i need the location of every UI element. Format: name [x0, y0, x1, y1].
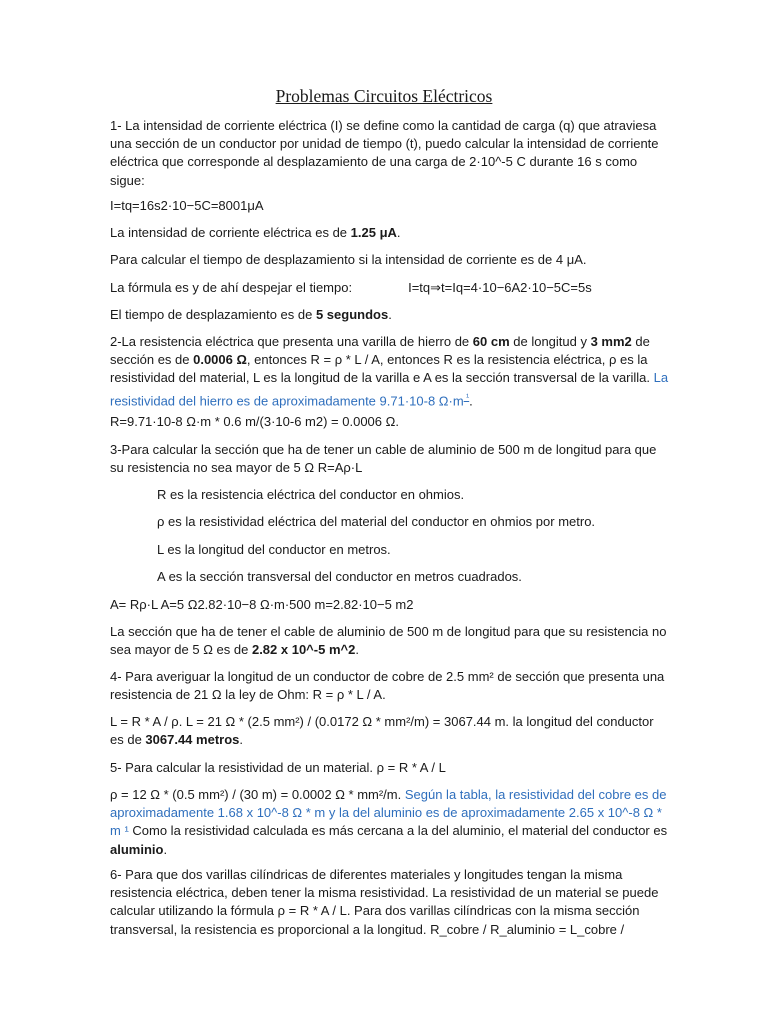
bold-value: 3067.44 metros [145, 732, 240, 748]
paragraph-result-resistivity [110, 786, 670, 859]
formula-time: I=tq⇒t=Iq=4·10−6A2·10−5C=5s [408, 280, 592, 295]
bold-value: 3 mm2 [590, 334, 632, 349]
text: La sección que ha de tener el cable de aluminio de 500 m de longitud para que su resistencia no sea mayor de 5 Ω es de [110, 624, 667, 658]
paragraph-result-intensity [110, 224, 670, 242]
text: La intensidad de corriente eléctrica es de [110, 225, 351, 240]
text: L = R * A / ρ. L = 21 Ω * (2.5 mm²) / (0.0172 Ω * mm²/m) = 3067.44 m. la longitud del conductor es de [110, 714, 654, 748]
paragraph-result-section [110, 623, 670, 659]
text: El tiempo de desplazamiento es de [110, 307, 316, 322]
formula-section: A= Rρ·L A=5 Ω2.82·10−8 Ω·m·500 m=2.82·10−5 m2 [110, 597, 414, 612]
bold-value: 60 cm [472, 334, 510, 349]
definition-l: L es la longitud del conductor en metros. [157, 542, 391, 557]
text: . [355, 642, 359, 658]
text: . [396, 225, 401, 240]
text: . [239, 732, 243, 748]
page-title: Problemas Circuitos Eléctricos [275, 86, 493, 106]
footnote-link[interactable]: ¹ [463, 391, 470, 402]
blue-citation: La resistividad del hierro es de aproximadamente 9.71·10-8 Ω·m [110, 370, 669, 408]
bold-value: aluminio [110, 841, 164, 857]
formula-intensity: I=tq=16s2·10−5C=8001μA [110, 198, 264, 213]
text: Como la resistividad calculada es más cercana a la del aluminio, el material del conductor es [128, 823, 668, 839]
paragraph-formula-time [110, 279, 670, 297]
text: , entonces R = ρ * L / A, entonces R es la resistencia eléctrica, ρ es la resistividad del material, L es la longitud de la varilla e A es la sección transversal de la varilla. [110, 352, 654, 386]
bold-value: 5 segundos [315, 307, 389, 322]
paragraph-time-intro: Para calcular el tiempo de desplazamiento si la intensidad de corriente es de 4 μA. [110, 252, 587, 267]
text: La fórmula es y de ahí despejar el tiempo: [110, 280, 353, 295]
text: . [388, 307, 392, 322]
paragraph-5: 5- Para calcular la resistividad de un material. ρ = R * A / L [110, 760, 446, 775]
paragraph-1: 1- La intensidad de corriente eléctrica (I) se define como la cantidad de carga (q) que atraviesa una sección de un conductor por unidad de tiempo (t), puedo calcular la intensidad de corriente eléctrica que corresponde al desplazamiento de una carga de 2·10^-5 C durante 16 s como sigue: [110, 118, 659, 188]
text: . [469, 392, 473, 408]
text: ρ = 12 Ω * (0.5 mm²) / (30 m) = 0.0002 Ω * mm²/m. [110, 787, 405, 802]
text: de longitud y [509, 334, 591, 349]
paragraph-result-length [110, 713, 670, 749]
paragraph-2 [110, 333, 670, 410]
definition-rho: ρ es la resistividad eléctrica del material del conductor en ohmios por metro. [157, 514, 596, 529]
paragraph-4: 4- Para averiguar la longitud de un conductor de cobre de 2.5 mm² de sección que presenta una resistencia de 21 Ω la ley de Ohm: R = ρ * L / A. [110, 669, 665, 703]
definition-a: A es la sección transversal del conductor en metros cuadrados. [157, 569, 522, 584]
text: 2-La resistencia eléctrica que presenta una varilla de hierro de [110, 334, 473, 349]
formula-resistance: R=9.71·10-8 Ω·m * 0.6 m/(3·10-6 m2) = 0.0006 Ω. [110, 414, 399, 429]
text: . [163, 841, 168, 857]
text: de sección es de [110, 334, 650, 368]
paragraph-6: 6- Para que dos varillas cilíndricas de diferentes materiales y longitudes tengan la misma resistencia eléctrica, deben tener la misma resistividad. La resistividad de un material se puede calcular utilizando la fórmula ρ = R * A / L. Para dos varillas cilíndricas con la misma sección transversal, la resistencia es proporcional a la longitud. R_cobre / R_aluminio = L_cobre / [110, 867, 659, 937]
paragraph-result-time [110, 306, 670, 324]
bold-value: 0.0006 Ω [193, 352, 247, 368]
blue-citation: Según la tabla, la resistividad del cobre es de aproximadamente 1.68 x 10^-8 Ω * m y la del aluminio es de aproximadamente 2.65 x 10^-8 Ω * m ¹ [110, 787, 667, 839]
definition-r: R es la resistencia eléctrica del conductor en ohmios. [157, 487, 465, 502]
paragraph-3: 3-Para calcular la sección que ha de tener un cable de aluminio de 500 m de longitud para que su resistencia no sea mayor de 5 Ω R=Aρ·L [110, 442, 657, 476]
bold-value: 1.25 μA [350, 225, 397, 240]
bold-value: 2.82 x 10^-5 m^2 [251, 642, 356, 658]
